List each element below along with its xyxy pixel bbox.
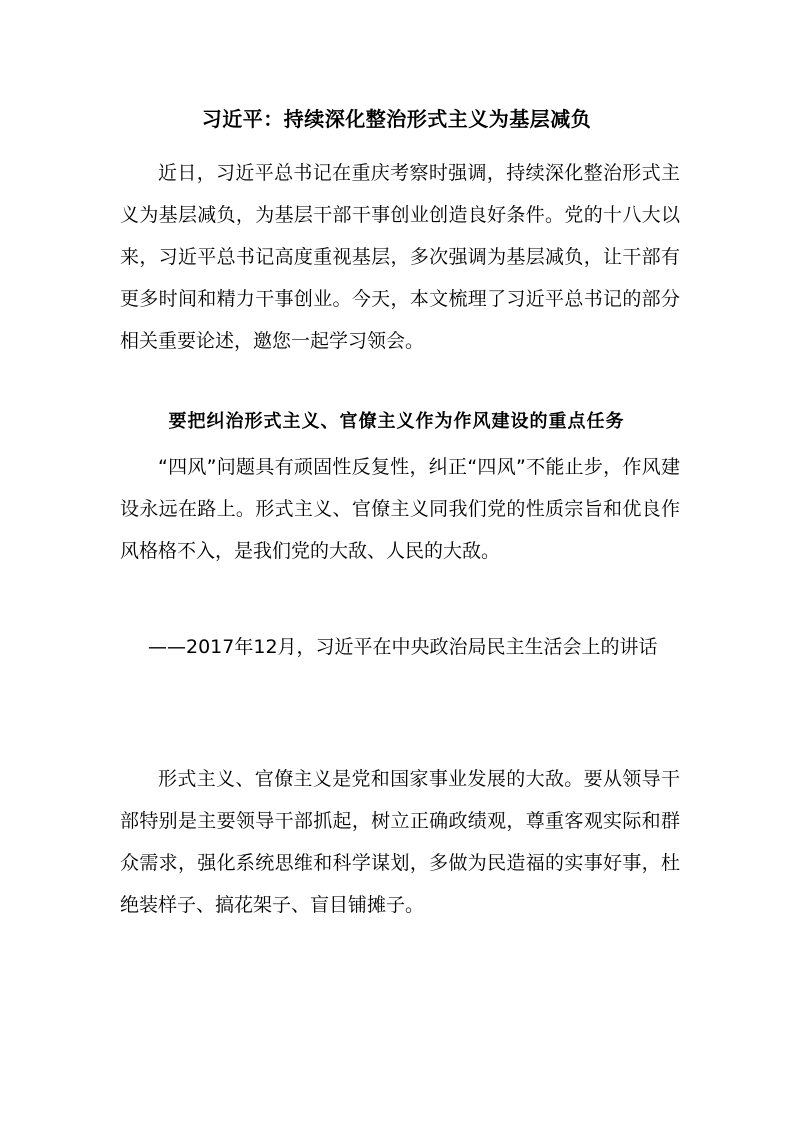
quote-source-1: ——2017年12月，习近平在中央政治局民主生活会上的讲话 — [148, 636, 658, 658]
article-title: 习近平：持续深化整治形式主义为基层减负 — [201, 107, 592, 131]
quote-paragraph-1: “四风”问题具有顽固性反复性，纠正“四风”不能止步，作风建设永远在路上。形式主义、官僚主义同我们党的性质宗旨和优良作风格格不入，是我们党的大敌、人民的大敌。 — [120, 456, 680, 562]
intro-paragraph: 近日，习近平总书记在重庆考察时强调，持续深化整治形式主义为基层减负，为基层干部干事创业创造良好条件。党的十八大以来，习近平总书记高度重视基层，多次强调为基层减负，让干部有更多时间和精力干事创业。今天，本文梳理了习近平总书记的部分相关重要论述，邀您一起学习领会。 — [120, 162, 680, 352]
quote-paragraph-2: 形式主义、官僚主义是党和国家事业发展的大敌。要从领导干部特别是主要领导干部抓起，树立正确政绩观，尊重客观实际和群众需求，强化系统思维和科学谋划，多做为民造福的实事好事，杜绝装样子、搞花架子、盲目铺摊子。 — [120, 768, 680, 916]
section-heading: 要把纠治形式主义、官僚主义作为作风建设的重点任务 — [168, 411, 625, 432]
